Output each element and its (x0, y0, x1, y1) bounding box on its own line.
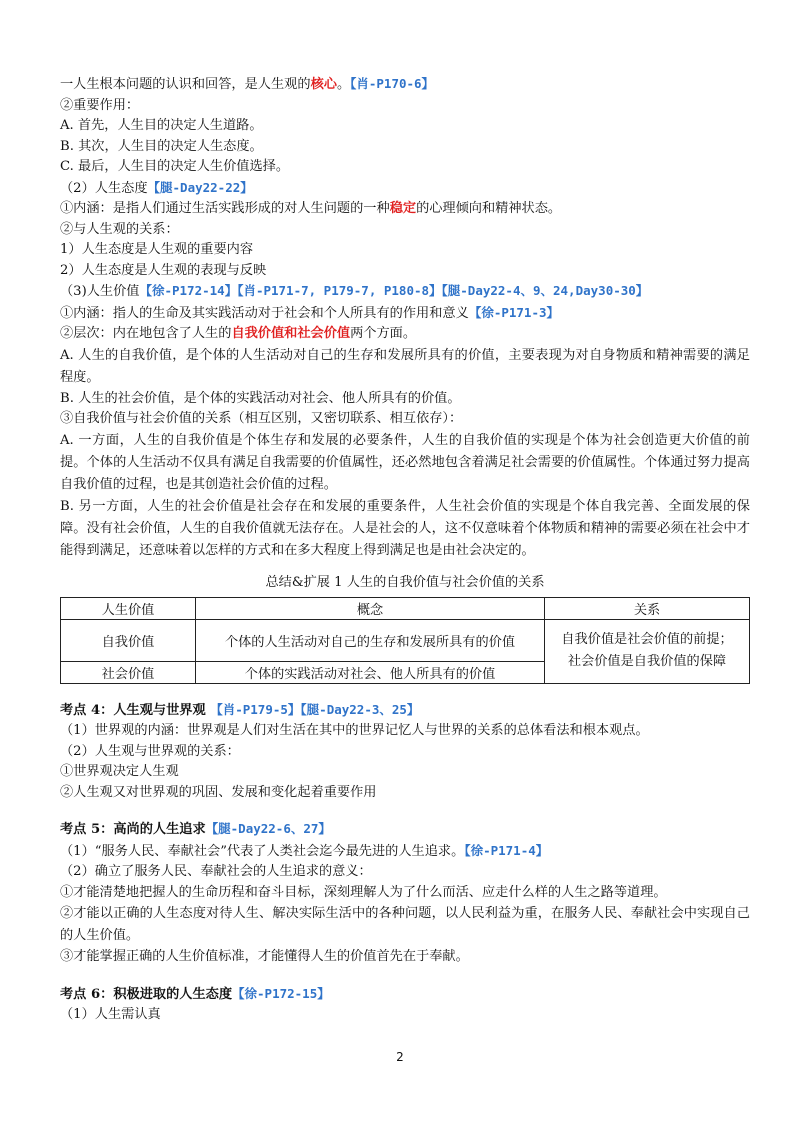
reference-tag: 【徐-P172-14】【肖-P171-7, P179-7, P180-8】【腿-Day22-4、9、24,Day30-30】 (139, 283, 649, 298)
table-header-cell: 关系 (545, 597, 750, 619)
text-line: ②与人生观的关系： (60, 221, 179, 237)
reference-tag: 【腿-Day22-6、27】 (205, 821, 331, 836)
table-cell: 个体的人生活动对自己的生存和发展所具有的价值 (196, 619, 545, 661)
text-line: ①内涵：是指人们通过生活实践形成的对人生问题的一种稳定的心理倾向和精神状态。 (60, 201, 562, 216)
paragraph: A. 人生的自我价值，是个体的人生活动对自己的生存和发展所具有的价值，主要表现为对自身物质和精神需要的满足程度。 (60, 347, 750, 385)
text-line: 一人生根本问题的认识和回答，是人生观的核心。【肖-P170-6】 (60, 76, 435, 92)
text-line: ①世界观决定人生观 (60, 764, 179, 779)
reference-tag: 【腿-Day22-22】 (147, 179, 253, 195)
value-relation-table (60, 597, 750, 684)
section-heading: 考点 4：人生观与世界观 【肖-P179-5】【腿-Day22-3、25】 (60, 701, 420, 718)
table-header-cell: 概念 (196, 597, 545, 619)
text-line: A. 首先，人生目的决定人生道路。 (60, 118, 263, 133)
paragraph: ②才能以正确的人生态度对待人生、解决实际生活中的各种问题，以人民利益为重，在服务人民、奉献社会中实现自己的人生价值。 (60, 906, 750, 943)
text-line: （3)人生价值【徐-P172-14】【肖-P171-7, P179-7, P180-8】【腿-Day22-4、9、24,Day30-30】 (60, 283, 649, 299)
section-heading: 考点 5：高尚的人生追求【腿-Day22-6、27】 (60, 821, 331, 837)
paragraph: A. 一方面，人生的自我价值是个体生存和发展的必要条件，人生的自我价值的实现是个体为社会创造更大价值的前提。个体的人生活动不仅具有满足自我需要的价值属性，还必然地包含着满足社会需要的价值属性。个体通过努力提高自我价值的过程，也是其创造社会价值的过程。 (60, 432, 750, 492)
page-number: 2 (396, 1050, 404, 1064)
text-line: （2）人生观与世界观的关系： (60, 743, 240, 759)
text-line: ②层次：内在地包含了人生的自我价值和社会价值两个方面。 (60, 326, 417, 341)
text-line: ③才能掌握正确的人生价值标准，才能懂得人生的价值首先在于奉献。 (60, 949, 469, 964)
text-line: B. 其次，人生目的决定人生态度。 (60, 138, 263, 154)
text-line: （1）“服务人民、奉献社会”代表了人类社会迄今最先进的人生追求。【徐-P171-4】 (60, 842, 549, 859)
reference-tag: 【徐-P172-15】 (232, 985, 330, 1001)
text-line: ②重要作用： (60, 97, 140, 113)
text-line: ②人生观又对世界观的巩固、发展和变化起着重要作用 (60, 784, 377, 800)
table-cell: 自我价值 (61, 619, 196, 661)
text-line: （1）人生需认真 (60, 1007, 161, 1022)
relation-cell: 自我价值是社会价值的前提； 社会价值是自我价值的保障 (545, 619, 750, 683)
text-line: ①才能清楚地把握人的生命历程和奋斗目标，深刻理解人为了什么而活、应走什么样的人生之路等道理。 (60, 884, 667, 900)
text-line: 1）人生态度是人生观的重要内容 (60, 242, 254, 257)
text-line: （2）确立了服务人民、奉献社会的人生追求的意义： (60, 864, 372, 879)
table-caption: 总结&扩展 1 人生的自我价值与社会价值的关系 (265, 574, 545, 590)
text-line: B. 人生的社会价值，是个体的实践活动对社会、他人所具有的价值。 (60, 390, 461, 406)
text-line: （2）人生态度【腿-Day22-22】 (60, 179, 253, 196)
text-line: （1）世界观的内涵：世界观是人们对生活在其中的世界记忆人与世界的关系的总体看法和根本观点。 (60, 723, 649, 738)
text-line: ③自我价值与社会价值的关系（相互区别，又密切联系、相互依存）： (60, 411, 463, 426)
table-cell: 社会价值 (61, 661, 196, 683)
table-header-cell: 人生价值 (61, 597, 196, 619)
paragraph: B. 另一方面，人生的社会价值是社会存在和发展的重要条件，人生社会价值的实现是个体自我完善、全面发展的保障。没有社会价值，人生的自我价值就无法存在。人是社会的人，这不仅意味着个体物质和精神的需要必须在社会中才能得到满足，还意味着以怎样的方式和在多大程度上得到满足也是由社会决定的。 (60, 498, 750, 558)
document-body (60, 74, 750, 1026)
reference-tag: 【肖-P170-6】 (350, 76, 435, 91)
table-cell: 个体的实践活动对社会、他人所具有的价值 (196, 661, 545, 683)
reference-tag: 【徐-P171-4】 (464, 842, 549, 858)
text-line: 2）人生态度是人生观的表现与反映 (60, 262, 267, 278)
text-line: ①内涵：指人的生命及其实践活动对于社会和个人所具有的作用和意义【徐-P171-3】 (60, 304, 559, 321)
reference-tag: 【徐-P171-3】 (468, 304, 559, 320)
section-heading: 考点 6：积极进取的人生态度【徐-P172-15】 (60, 985, 330, 1002)
reference-tag: 【肖-P179-5】【腿-Day22-3、25】 (210, 701, 420, 717)
text-line: C. 最后，人生目的决定人生价值选择。 (60, 159, 290, 174)
